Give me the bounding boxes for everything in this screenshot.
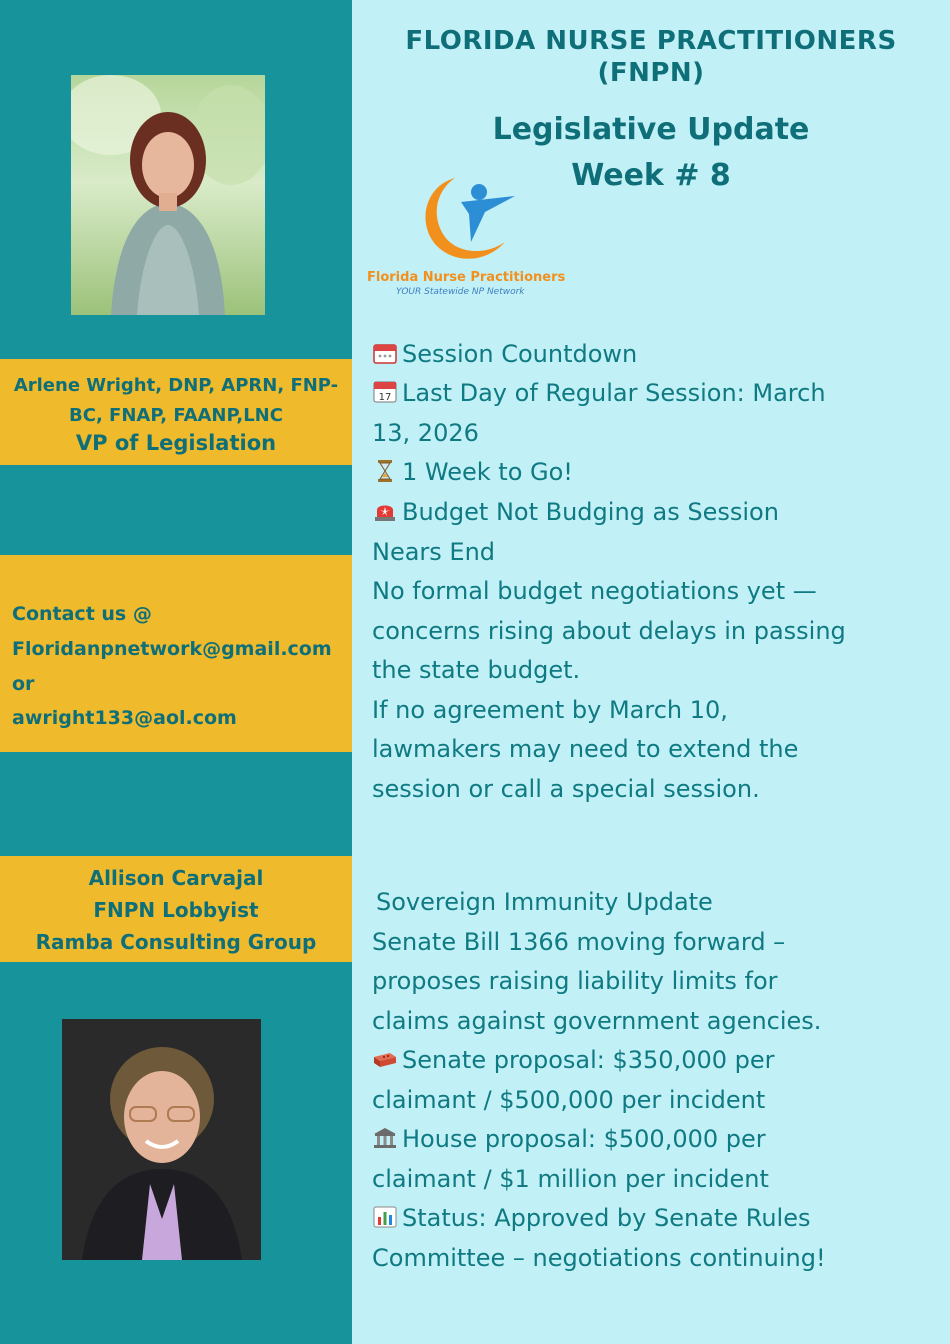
lobbyist-name: Allison Carvajal — [88, 866, 264, 890]
update-week: Week # 8 — [571, 158, 731, 193]
lobbyist-band — [0, 856, 352, 962]
portrait-allison-carvajal — [62, 1019, 261, 1260]
brick-icon — [372, 1047, 398, 1071]
contact-label: Contact us @ — [12, 603, 152, 625]
calendar-date-icon — [372, 380, 398, 404]
status-line-cont: Committee – negotiations continuing! — [372, 1244, 826, 1272]
session-heading: Session Countdown — [372, 340, 637, 368]
budget-body-5: lawmakers may need to extend the — [372, 735, 799, 763]
vp-legislation-band — [0, 359, 352, 465]
budget-heading: Budget Not Budging as Session — [372, 498, 779, 526]
last-day-line: 17 Last Day of Regular Session: March — [372, 379, 826, 407]
lobbyist-org: Ramba Consulting Group — [35, 930, 317, 954]
portrait-arlene-wright — [71, 75, 265, 315]
siren-icon — [372, 499, 398, 523]
lobbyist-role: FNPN Lobbyist — [93, 898, 259, 922]
budget-body-2: concerns rising about delays in passing — [372, 617, 846, 645]
logo-tagline: YOUR Statewide NP Network — [396, 287, 525, 297]
status-line: Status: Approved by Senate Rules — [372, 1204, 810, 1232]
budget-body-1: No formal budget negotiations yet — — [372, 577, 817, 605]
immunity-heading: Sovereign Immunity Update — [376, 888, 713, 916]
vp-credentials: Arlene Wright, DNP, APRN, FNP- BC, FNAP, FAANP,LNC — [13, 375, 339, 426]
fnpn-logo-icon — [415, 172, 525, 268]
budget-body-6: session or call a special session. — [372, 775, 760, 803]
senate-proposal: Senate proposal: $350,000 per — [372, 1046, 775, 1074]
budget-body-3: the state budget. — [372, 656, 581, 684]
vp-role: VP of Legislation — [75, 431, 277, 455]
contact-email-secondary[interactable]: awright133@aol.com — [12, 707, 237, 729]
calendar-icon — [372, 341, 398, 365]
budget-heading-cont: Nears End — [372, 538, 496, 566]
org-title: FLORIDA NURSE PRACTITIONERS — [405, 26, 897, 56]
countdown-line: 1 Week to Go! — [372, 458, 573, 486]
svg-text:17: 17 — [378, 392, 392, 403]
org-abbrev: (FNPN) — [597, 58, 705, 88]
budget-body-4: If no agreement by March 10, — [372, 696, 728, 724]
last-day-date: 13, 2026 — [372, 419, 479, 447]
immunity-intro-2: proposes raising liability limits for — [372, 967, 778, 995]
logo-name: Florida Nurse Practitioners — [367, 270, 566, 285]
house-proposal: House proposal: $500,000 per — [372, 1125, 766, 1153]
contact-email-primary[interactable]: Floridanpnetwork@gmail.com — [12, 638, 332, 660]
update-title: Legislative Update — [492, 112, 810, 147]
immunity-intro-1: Senate Bill 1366 moving forward – — [372, 928, 786, 956]
classical-building-icon — [372, 1126, 398, 1150]
contact-band — [0, 555, 352, 752]
bar-chart-icon — [372, 1205, 398, 1229]
senate-proposal-cont: claimant / $500,000 per incident — [372, 1086, 766, 1114]
hourglass-icon — [372, 459, 398, 483]
house-proposal-cont: claimant / $1 million per incident — [372, 1165, 769, 1193]
contact-or: or — [12, 673, 35, 695]
sidebar — [0, 0, 352, 1344]
immunity-intro-3: claims against government agencies. — [372, 1007, 822, 1035]
